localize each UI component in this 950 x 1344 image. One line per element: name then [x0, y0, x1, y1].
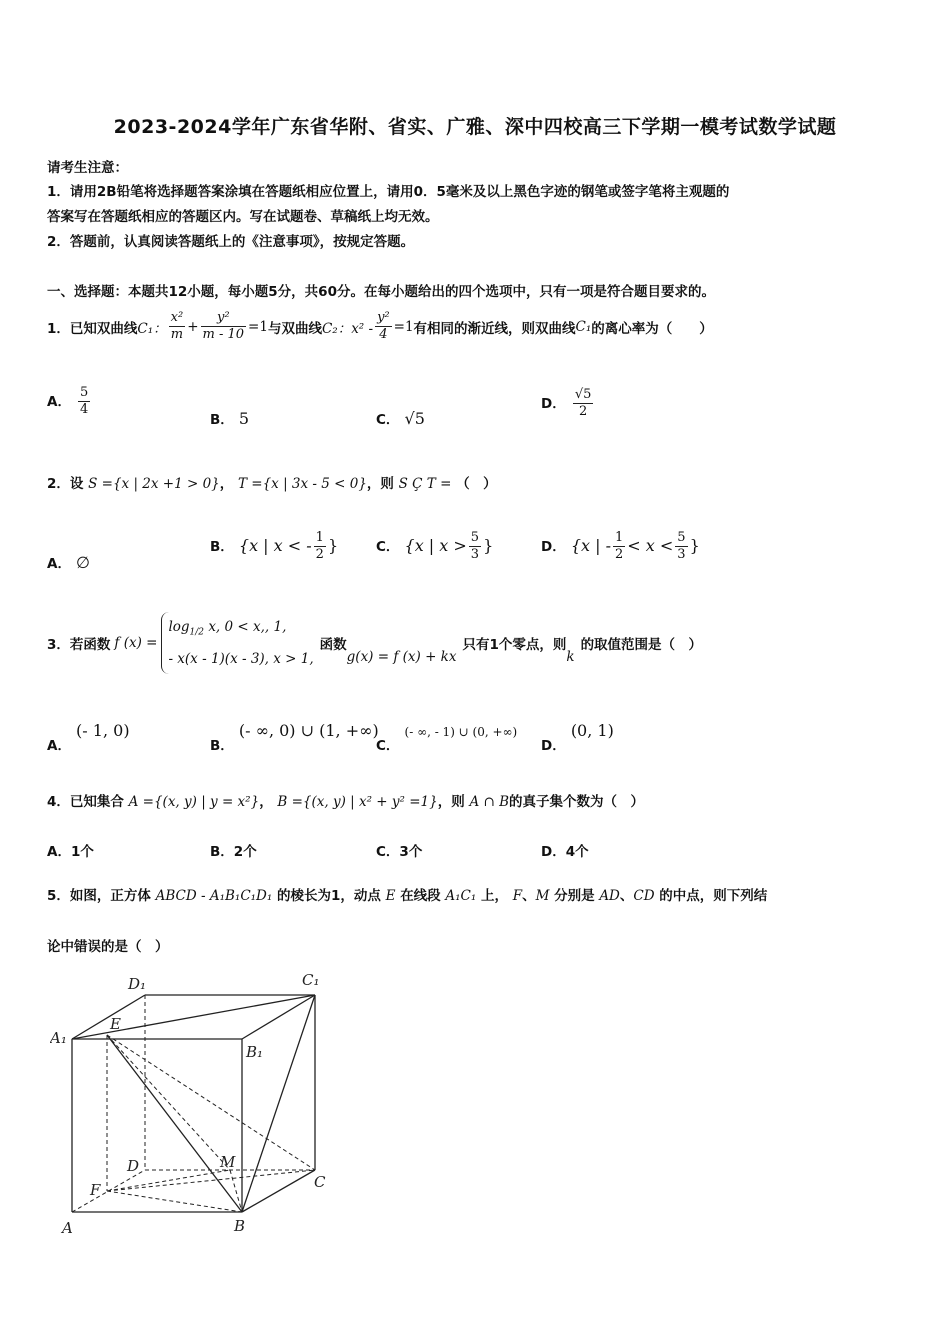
edge-bc [242, 1170, 315, 1212]
q1-option-b: B． 5 [210, 409, 250, 428]
label-a: A [62, 1219, 73, 1237]
q2-option-d: D． {x | - $\frac{1}{2}$ < x < $\frac{5}{3}$ } [541, 530, 700, 562]
q1-prefix: 1．已知双曲线 [47, 320, 138, 337]
q1-mid: 与双曲线 [267, 320, 322, 337]
q1-frac-y2: $\frac{\text{y²}}{4}$ [377, 310, 390, 342]
q2-set-t: T ={x | 3x - 5 < 0} [237, 476, 367, 492]
diag-bc1 [242, 995, 315, 1212]
q1-plus: + [187, 318, 199, 335]
question-5-line2: 论中错误的是（ ） [47, 939, 169, 955]
q2-option-b: B． {x | x < - $\frac{1}{2}$ } [210, 530, 339, 562]
q4-set-b: B ={(x, y) | x² + y² =1} [277, 794, 438, 810]
q1-c1b: C₁ [575, 318, 592, 335]
notice-item1-line2: 答案写在答题纸相应的答题区内。写在试题卷、草稿纸上均无效。 [47, 209, 439, 225]
section-heading: 一、选择题：本题共12小题，每小题5分，共60分。在每小题给出的四个选项中，只有一项是符合题目要求的。 [47, 284, 715, 300]
q1-suffix2: 的离心率为（ ） [591, 320, 713, 337]
q4-option-a: A．1个 [47, 844, 94, 860]
q1-c2: C₂：x² - [321, 320, 374, 337]
q1-option-c: C． √5 [376, 409, 425, 428]
q1-frac-y: $\frac{\text{y²}}{m - 10}$ [202, 310, 245, 342]
q4-option-d: D．4个 [541, 844, 589, 860]
q1-c1: C₁： [137, 320, 167, 337]
q2-option-a: A． ∅ [47, 553, 90, 572]
question-4: 4．已知集合 A ={(x, y) | y = x²}， B ={(x, y) | x² + y² =1}，则 A ∩ B的真子集个数为（ ） [47, 794, 645, 810]
q1-eq2: =1 [393, 318, 414, 335]
q4-option-c: C．3个 [376, 844, 423, 860]
question-5: 5．如图，正方体 ABCD - A₁B₁C₁D₁ 的棱长为1，动点 E 在线段 A₁C₁ 上， F、M 分别是 AD、CD 的中点，则下列结 [47, 888, 768, 904]
q1-frac-x: $\frac{\text{x²}}{m}$ [170, 310, 184, 342]
label-f: F [90, 1181, 101, 1199]
q3-option-b: $_{B.}$ (- ∞, 0) ∪ (1, +∞) [210, 721, 379, 754]
line-mb-hidden [230, 1170, 242, 1212]
line-eb [107, 1035, 242, 1212]
label-d: D [127, 1157, 140, 1175]
q4-set-a: A ={(x, y) | y = x²} [128, 794, 260, 810]
q1-eq: =1 [248, 318, 268, 335]
question-3: 3．若函数 f (x) = $\log_{1/2} x$, 0 < x,, 1, - x(x - 1)(x - 3), x > 1, 函数 g(x) = f (x) + kx 只有1个零点，则 k 的取值范围是（ ） [47, 612, 702, 674]
q1-option-d: D． $\frac{√5}{2}$ [541, 387, 592, 419]
label-a1: A₁ [50, 1029, 67, 1047]
label-c: C [314, 1173, 326, 1191]
q3-option-d: $_{D.}$ (0, 1) [541, 721, 614, 754]
question-2: 2．设 S ={x | 2x +1 > 0}， T ={x | 3x - 5 < 0}，则 S Ç T = （ ） [47, 476, 497, 492]
label-c1: C₁ [302, 971, 320, 989]
label-b1: B₁ [246, 1043, 264, 1061]
q4-option-b: B．2个 [210, 844, 257, 860]
line-em-hidden [107, 1035, 230, 1170]
notice-item1-line1: 1．请用2B铅笔将选择题答案涂填在答题纸相应位置上，请用0．5毫米及以上黑色字迹的钢笔或签字笔将主观题的 [47, 184, 730, 200]
q1-option-a: A． $\frac{5}{4}$ [47, 385, 89, 417]
question-1 [47, 310, 713, 343]
label-b: B [234, 1217, 246, 1235]
cube-figure [50, 965, 350, 1240]
label-d1: D₁ [128, 975, 147, 993]
label-m: M [220, 1153, 236, 1171]
notice-heading: 请考生注意： [47, 160, 128, 176]
q2-option-c: C． {x | x > $\frac{5}{3}$ } [376, 530, 494, 562]
q2-expr: S Ç T = [398, 476, 452, 492]
q1-suffix: 有相同的渐近线，则双曲线 [413, 320, 576, 337]
q2-set-s: S ={x | 2x +1 > 0} [88, 476, 220, 492]
q3-piecewise: $\log_{1/2} x$, 0 < x,, 1, - x(x - 1)(x - 3), x > 1, [161, 612, 319, 674]
label-e: E [110, 1015, 121, 1033]
line-fb-hidden [107, 1191, 242, 1212]
q3-option-a: $_{A.}$ (- 1, 0) [47, 721, 130, 754]
q3-option-c: $_{C.}$ (- ∞, - 1) ∪ (0, +∞) [376, 725, 518, 754]
exam-title: 2023-2024学年广东省华附、省实、广雅、深中四校高三下学期一模考试数学试题 [113, 116, 837, 138]
notice-item2: 2．答题前，认真阅读答题纸上的《注意事项》，按规定答题。 [47, 234, 415, 250]
